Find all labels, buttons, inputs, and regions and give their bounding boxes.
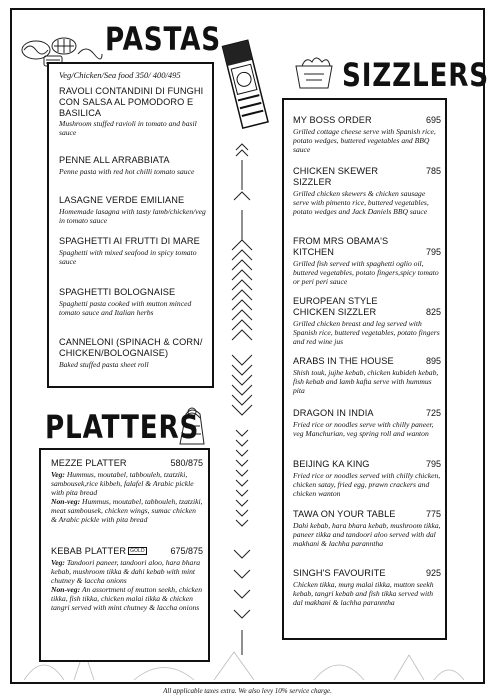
platter-item-price: 675/875 (170, 546, 203, 556)
sizzler-item-desc: Dahi kebab, hara bhara kebab, mushroom tikka, paneer tikka and tandoori aloo served with dal makhani & lachha paranntha (293, 520, 441, 548)
sizzler-item-name: SINGH'S FAVOURITE (293, 568, 386, 578)
pasta-item (59, 337, 207, 369)
sizzler-item-price: 895 (425, 356, 441, 366)
sizzler-item-desc: Grilled cottage cheese serve with Spanish rice, potato wedges, buttered vegetables and BBQ sauce (293, 126, 436, 154)
nonveg-desc: An assortment of mutton seekh, chicken tikka, fish tikka, chicken malai tikka & chicken tangri served with mint chutney & laccha onions (51, 584, 203, 612)
platter-item (51, 458, 203, 524)
sizzler-item-desc: Shish touk, jujhe kebab, chicken kubideh kebab, fish kebab and lamb kafta serve with hummus pita (293, 367, 439, 395)
veg-label: Veg: (51, 557, 65, 567)
sizzler-item-desc: Grilled fish served with spaghetti oglio oil, buttered vegetables, potato fingers,spicy tomato or peri peri sauce (293, 258, 439, 286)
platter-item (51, 546, 203, 612)
pastas-price-header: Veg/Chicken/Sea food 350/ 400/495 (59, 70, 181, 80)
platter-item-name: MEZZE PLATTER (51, 458, 127, 468)
sizzler-item-name: DRAGON IN INDIA (293, 408, 374, 418)
pasta-item-name: SPAGHETTI AI FRUTTI DI MARE (59, 236, 200, 246)
platter-item-price: 580/875 (170, 458, 203, 468)
pasta-item-desc: Spaghetti with mixed seafood in spicy tomato sauce (59, 247, 197, 266)
veg-desc: Hummus, moutabel, tabbouleh, tzatziki, sambousek,rice kibbeh, falafel & Arabic pickle with pita bread (51, 469, 194, 497)
sizzler-item-desc: Fried rice or noodles served with chilly chicken, chicken satay, fried egg, prawn crackers and chicken wanton (293, 470, 441, 498)
pasta-item (59, 287, 207, 317)
pasta-item-name: LASAGNE VERDE EMILIANE (59, 195, 185, 205)
veg-label: Veg: (51, 469, 65, 479)
sizzler-item (293, 356, 441, 395)
sizzler-item-name: EUROPEAN STYLE CHICKEN SIZZLER (293, 296, 378, 317)
sizzler-item-price: 825 (425, 307, 441, 317)
sizzler-item-price: 925 (425, 568, 441, 578)
gold-badge: GOLD (130, 548, 145, 554)
sizzler-item-desc: Chicken tikka, murg malai tikka, mutton seekh kebab, tangri kebab and fish tikka served with dal makhani & lachha paranntha (293, 579, 434, 607)
sizzler-item-price: 795 (425, 247, 441, 257)
pasta-item-desc: Homemade lasagna with tasty lamb/chicken/veg in tomato sauce (59, 206, 206, 225)
pasta-item-desc: Mushroom stuffed ravioli in tomato and basil sauce (59, 119, 197, 138)
pasta-item-desc: Penne pasta with red hot chilli tomato sauce (59, 166, 195, 176)
pasta-item (59, 195, 207, 225)
pasta-item (59, 155, 207, 176)
sizzler-item-price: 725 (425, 408, 441, 418)
pasta-item-name: RAVOLI CONTANDINI DI FUNGHI CON SALSA AL POMODORO E BASILICA (59, 86, 204, 118)
nonveg-label: Non-veg: (51, 584, 81, 594)
sizzler-item-price: 695 (425, 115, 441, 125)
sizzler-item (293, 296, 441, 346)
pasta-item (59, 86, 207, 137)
tax-footnote: All applicable taxes extra. We also levy 10% service charge. (163, 687, 332, 695)
sizzlers-heading: SIZZLERS (342, 56, 490, 94)
sizzler-item (293, 408, 441, 438)
sizzler-item-price: 775 (425, 509, 441, 519)
veg-desc: Tandoori paneer, tandoori aloo, hara bhara kebab, mushroom tikka & dahi kebab with mint chutney & laccha onions (51, 557, 201, 585)
sizzler-item-desc: Fried rice or noodles serve with chilly paneer, veg Manchurian, veg spring roll and wanton (293, 419, 434, 438)
sizzler-item-desc: Grilled chicken skewers & chicken sausage serve with pimento rice, buttered vegetables, potato wedges and Jack Daniels BBQ sauce (293, 188, 429, 216)
sizzler-item (293, 115, 441, 154)
sizzler-item-name: CHICKEN SKEWER SIZZLER (293, 166, 379, 187)
nonveg-desc: Hummus, moutabel, tabbouleh, tzatziki, meat sambousek, chicken wings, sumac chicken & Arabic pickle with pita bread (51, 496, 203, 524)
sizzler-item-name: ARABS IN THE HOUSE (293, 356, 394, 366)
pasta-item-name: SPAGHETTI BOLOGNAISE (59, 287, 176, 297)
sizzler-item-name: TAWA ON YOUR TABLE (293, 509, 396, 519)
sizzler-item-desc: Grilled chicken breast and leg served with Spanish rice, buttered vegetables, potato fingers and red wine jus (293, 318, 440, 346)
sizzler-item (293, 568, 441, 607)
pastas-heading: PASTAS (105, 20, 222, 58)
sizzler-item-name: BEIJING KA KING (293, 459, 370, 469)
sizzler-item (293, 459, 441, 498)
sizzler-item-price: 795 (425, 459, 441, 469)
sizzler-item-name: FROM MRS OBAMA'S KITCHEN (293, 236, 389, 257)
pasta-item-desc: Baked stuffed pasta sheet roll (59, 359, 149, 369)
nonveg-label: Non-veg: (51, 496, 81, 506)
sizzler-item (293, 166, 441, 216)
pasta-item (59, 236, 207, 266)
sizzler-item-name: MY BOSS ORDER (293, 115, 372, 125)
sizzler-item (293, 509, 441, 548)
platter-item-desc (51, 558, 203, 612)
sizzler-dish-illustration (290, 50, 338, 94)
sizzler-item-price: 785 (425, 166, 441, 176)
pasta-item-desc: Spaghetti pasta cooked with mutton minced tomato sauce and Italian herbs (59, 298, 192, 317)
pasta-item-name: PENNE ALL ARRABBIATA (59, 155, 170, 165)
decorative-chevron-strip (228, 140, 256, 660)
platters-heading: PLATTERS (45, 408, 200, 446)
sizzler-item (293, 236, 441, 286)
pasta-package-illustration (218, 36, 274, 130)
pasta-item-name: CANNELONI (SPINACH & CORN/ CHICKEN/BOLOGNAISE) (59, 337, 203, 358)
platter-item-name-text: KEBAB PLATTER (51, 546, 127, 556)
platter-item-desc (51, 470, 203, 524)
